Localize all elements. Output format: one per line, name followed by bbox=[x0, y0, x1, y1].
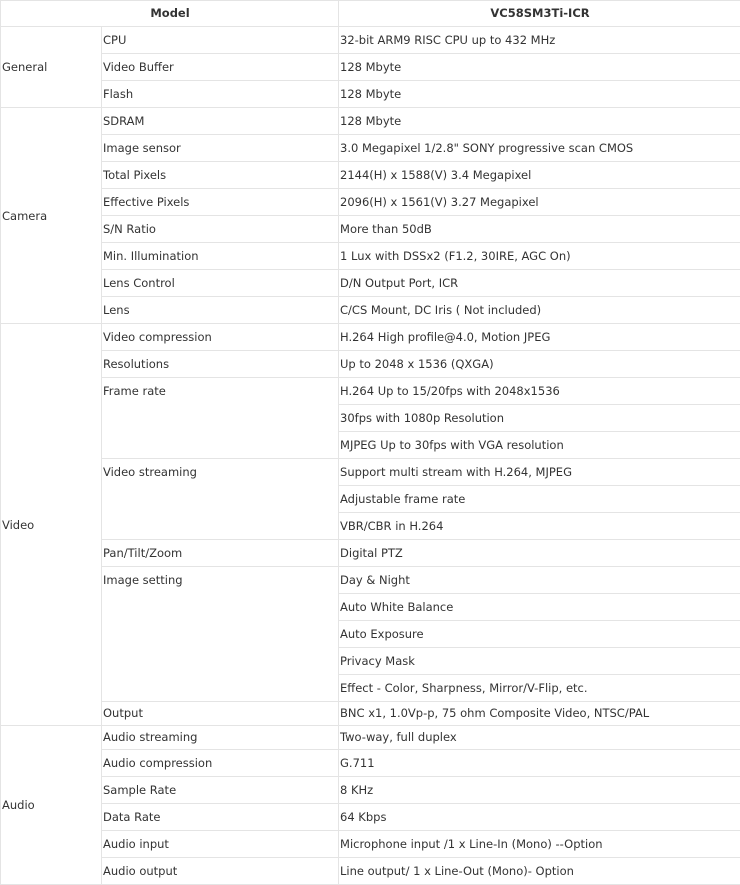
table-row bbox=[1, 540, 740, 567]
table-row bbox=[1, 831, 740, 858]
value-cell: Auto White Balance bbox=[339, 594, 740, 621]
feature-cell: Total Pixels bbox=[102, 162, 339, 189]
table-row bbox=[1, 54, 740, 81]
value-cell: Effect - Color, Sharpness, Mirror/V-Flip, etc. bbox=[339, 675, 740, 702]
table-row bbox=[1, 750, 740, 777]
table-row bbox=[1, 351, 740, 378]
feature-cell: Frame rate bbox=[102, 378, 339, 459]
feature-cell: Flash bbox=[102, 81, 339, 108]
table-row bbox=[1, 189, 740, 216]
value-cell: Privacy Mask bbox=[339, 648, 740, 675]
table-row bbox=[1, 243, 740, 270]
value-cell: Two-way, full duplex bbox=[339, 726, 740, 750]
value-cell: 128 Mbyte bbox=[339, 108, 740, 135]
feature-cell: Sample Rate bbox=[102, 777, 339, 804]
table-row bbox=[1, 324, 740, 351]
value-cell: More than 50dB bbox=[339, 216, 740, 243]
value-cell: 128 Mbyte bbox=[339, 54, 740, 81]
feature-cell: Lens Control bbox=[102, 270, 339, 297]
group-video: Video bbox=[1, 324, 102, 726]
table-row bbox=[1, 567, 740, 594]
feature-cell: Lens bbox=[102, 297, 339, 324]
value-cell: Microphone input /1 x Line-In (Mono) --Option bbox=[339, 831, 740, 858]
group-general: General bbox=[1, 27, 102, 108]
table-row bbox=[1, 135, 740, 162]
value-cell: MJPEG Up to 30fps with VGA resolution bbox=[339, 432, 740, 459]
value-cell: 64 Kbps bbox=[339, 804, 740, 831]
value-cell: 8 KHz bbox=[339, 777, 740, 804]
feature-cell: Video compression bbox=[102, 324, 339, 351]
header-row bbox=[1, 1, 740, 27]
value-cell: Up to 2048 x 1536 (QXGA) bbox=[339, 351, 740, 378]
value-cell: 32-bit ARM9 RISC CPU up to 432 MHz bbox=[339, 27, 740, 54]
feature-cell: Video streaming bbox=[102, 459, 339, 540]
feature-cell: Audio input bbox=[102, 831, 339, 858]
value-cell: BNC x1, 1.0Vp-p, 75 ohm Composite Video, NTSC/PAL bbox=[339, 702, 740, 726]
feature-cell: Effective Pixels bbox=[102, 189, 339, 216]
value-cell: Line output/ 1 x Line-Out (Mono)- Option bbox=[339, 858, 740, 885]
table-row bbox=[1, 108, 740, 135]
feature-cell: CPU bbox=[102, 27, 339, 54]
table-row bbox=[1, 378, 740, 405]
value-cell: 3.0 Megapixel 1/2.8" SONY progressive scan CMOS bbox=[339, 135, 740, 162]
table-row bbox=[1, 270, 740, 297]
table-row bbox=[1, 702, 740, 726]
table-row bbox=[1, 858, 740, 885]
value-cell: 1 Lux with DSSx2 (F1.2, 30IRE, AGC On) bbox=[339, 243, 740, 270]
value-cell: Support multi stream with H.264, MJPEG bbox=[339, 459, 740, 486]
value-cell: 2144(H) x 1588(V) 3.4 Megapixel bbox=[339, 162, 740, 189]
value-cell: H.264 Up to 15/20fps with 2048x1536 bbox=[339, 378, 740, 405]
table-row bbox=[1, 777, 740, 804]
table-row bbox=[1, 726, 740, 750]
header-model: Model bbox=[1, 1, 339, 27]
feature-cell: S/N Ratio bbox=[102, 216, 339, 243]
value-cell: Digital PTZ bbox=[339, 540, 740, 567]
feature-cell: Image sensor bbox=[102, 135, 339, 162]
table-row bbox=[1, 459, 740, 486]
value-cell: H.264 High profile@4.0, Motion JPEG bbox=[339, 324, 740, 351]
table-row bbox=[1, 81, 740, 108]
table-row bbox=[1, 297, 740, 324]
feature-cell: Min. Illumination bbox=[102, 243, 339, 270]
table-row bbox=[1, 804, 740, 831]
value-cell: G.711 bbox=[339, 750, 740, 777]
feature-cell: Image setting bbox=[102, 567, 339, 702]
feature-cell: Audio streaming bbox=[102, 726, 339, 750]
feature-cell: Audio compression bbox=[102, 750, 339, 777]
value-cell: C/CS Mount, DC Iris ( Not included) bbox=[339, 297, 740, 324]
feature-cell: Output bbox=[102, 702, 339, 726]
feature-cell: Audio output bbox=[102, 858, 339, 885]
value-cell: Adjustable frame rate bbox=[339, 486, 740, 513]
value-cell: 128 Mbyte bbox=[339, 81, 740, 108]
feature-cell: Video Buffer bbox=[102, 54, 339, 81]
value-cell: D/N Output Port, ICR bbox=[339, 270, 740, 297]
table-row bbox=[1, 27, 740, 54]
value-cell: Auto Exposure bbox=[339, 621, 740, 648]
group-audio: Audio bbox=[1, 726, 102, 885]
value-cell: 30fps with 1080p Resolution bbox=[339, 405, 740, 432]
value-cell: 2096(H) x 1561(V) 3.27 Megapixel bbox=[339, 189, 740, 216]
feature-cell: Pan/Tilt/Zoom bbox=[102, 540, 339, 567]
value-cell: VBR/CBR in H.264 bbox=[339, 513, 740, 540]
group-camera: Camera bbox=[1, 108, 102, 324]
table-row bbox=[1, 216, 740, 243]
table-row bbox=[1, 162, 740, 189]
feature-cell: Resolutions bbox=[102, 351, 339, 378]
feature-cell: SDRAM bbox=[102, 108, 339, 135]
header-product: VC58SM3Ti-ICR bbox=[339, 1, 740, 27]
feature-cell: Data Rate bbox=[102, 804, 339, 831]
value-cell: Day & Night bbox=[339, 567, 740, 594]
